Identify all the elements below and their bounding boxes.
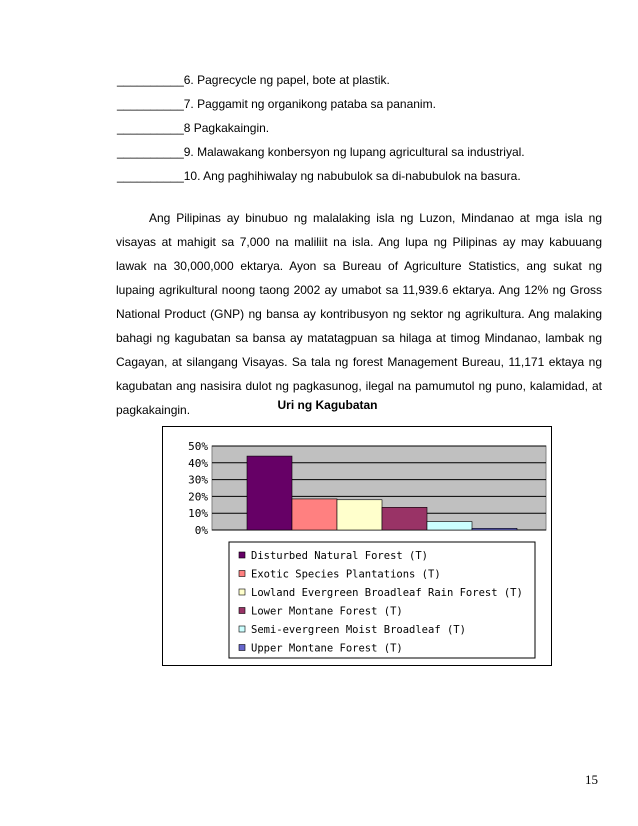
legend-swatch [239,589,245,595]
legend-label: Disturbed Natural Forest (T) [251,550,429,562]
forest-type-bar-chart [162,426,552,666]
item-text: 10. Ang paghihiwalay ng nabubulok sa di-nabubulok na basura. [183,169,521,183]
bar [292,499,337,530]
legend-label: Semi-evergreen Moist Broadleaf (T) [251,624,466,636]
answer-blank: __________ [117,145,184,159]
bar [337,500,382,530]
answer-blank: __________ [117,73,184,87]
answer-blank: __________ [117,97,184,111]
y-tick-label: 30% [188,473,208,487]
bar [427,522,472,530]
page-number: 15 [585,772,598,787]
list-item [117,169,597,193]
paragraph-text: Ang Pilipinas ay binubuo ng malalaking isla ng Luzon, Mindanao at mga isla ng visayas at mahigit sa 7,000 na maliliit na isla. Ang lupa ng Pilipinas ay may kabuuang lawak na 30,000,000 ektarya. Ayon sa Bureau of Agriculture Statistics, ang sukat ng lupaing agrikultural noong taong 2002 ay umabot sa 11,939.6 ektarya. Ang 12% ng Gross National Product (GNP) ng bansa ay kontribusyon ng sektor ng agrikultura. Ang malaking bahagi ng kagubatan sa bansa ay matatagpuan sa hilaga at timog Mindanao, lambak ng Cagayan, at silangang Visayas. Sa tala ng forest Management Bureau, 11,171 ektaya ng kagubatan ang nasisira dulot ng pagkasunog, ilegal na pamumutol ng puno, kalamidad, at pagkakaingin. [116,211,602,417]
item-text: 6. Pagrecycle ng papel, bote at plastik. [183,73,390,87]
item-text: 7. Paggamit ng organikong pataba sa pananim. [183,97,436,111]
legend-swatch [239,571,245,577]
answer-blank: __________ [117,169,184,183]
chart-title: Uri ng Kagubatan [277,398,378,412]
list-item [117,73,597,97]
legend-label: Lower Montane Forest (T) [251,605,403,618]
legend-swatch [239,608,245,614]
y-tick-label: 50% [188,440,208,453]
bar [382,507,427,530]
legend-swatch [239,552,245,558]
answer-blank: __________ [117,121,184,135]
legend-label: Exotic Species Plantations (T) [251,568,441,581]
y-tick-label: 40% [188,456,208,470]
body-paragraph [116,206,602,422]
y-tick-label: 0% [194,524,208,537]
bar [247,456,292,530]
legend-label: Upper Montane Forest (T) [251,642,403,655]
bar [472,528,517,530]
legend-label: Lowland Evergreen Broadleaf Rain Forest (T) [251,587,523,599]
fill-in-blank-list [117,73,597,193]
item-text: 9. Malawakang konbersyon ng lupang agricultural sa industriyal. [183,145,525,159]
list-item [117,121,597,145]
item-text: 8 Pagkakaingin. [183,121,270,135]
list-item [117,97,597,121]
legend-swatch [239,645,245,651]
legend-swatch [239,626,245,632]
y-tick-label: 10% [188,507,208,521]
list-item [117,145,597,169]
y-tick-label: 20% [188,490,208,504]
